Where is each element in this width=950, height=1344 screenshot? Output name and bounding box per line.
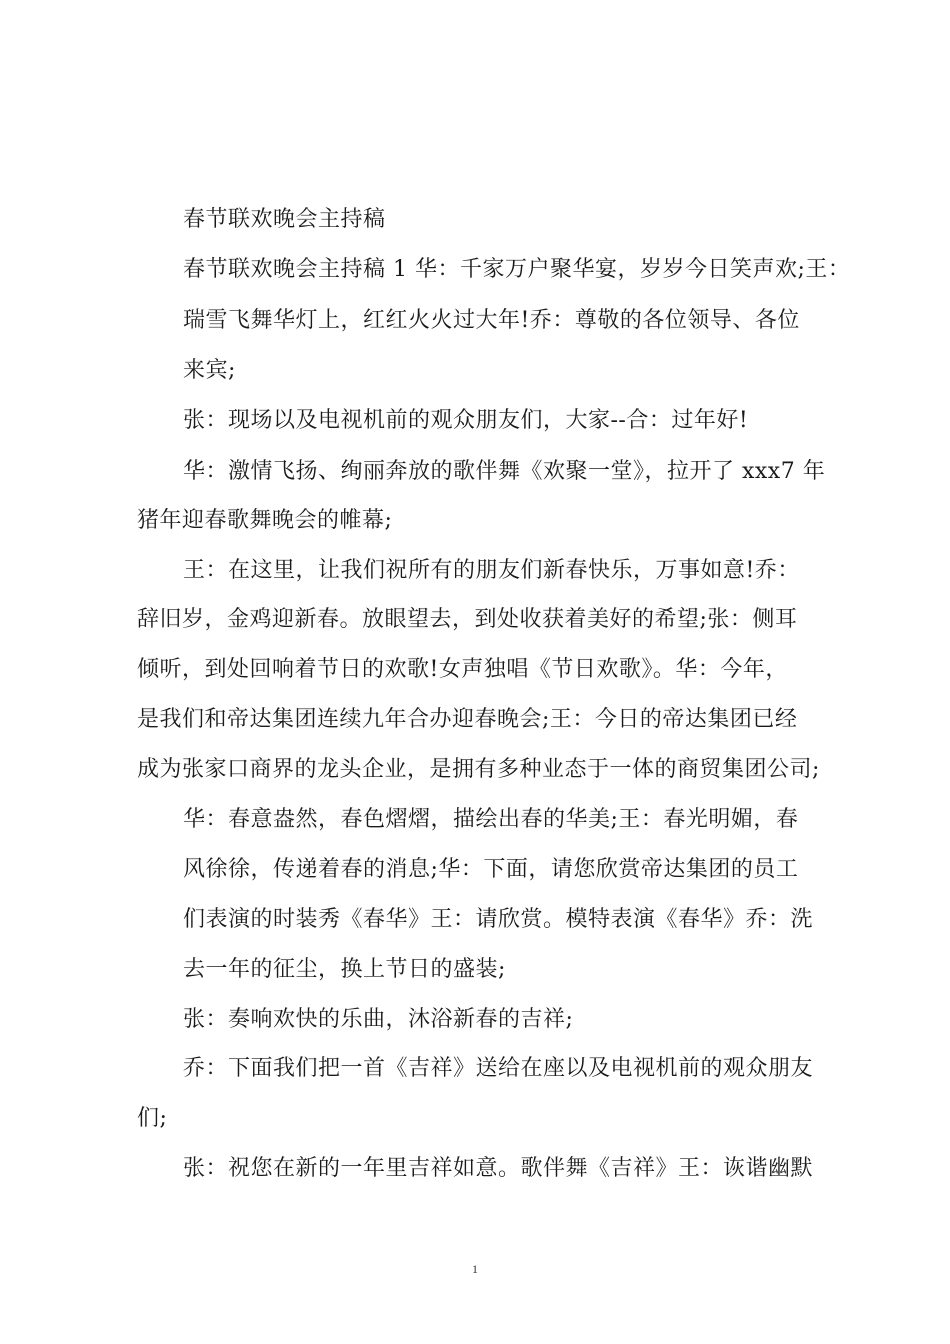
text-line: 瑞雪飞舞华灯上，红红火火过大年!乔：尊敬的各位领导、各位 bbox=[183, 308, 800, 333]
text-line: 张：祝您在新的一年里吉祥如意。歌伴舞《吉祥》王：诙谐幽默 bbox=[183, 1156, 814, 1181]
text-line: 春节联欢晚会主持稿 1 华：千家万户聚华宴，岁岁今日笑声欢;王： bbox=[183, 257, 851, 282]
text-line: 们; bbox=[137, 1106, 168, 1131]
text-line: 华：激情飞扬、绚丽奔放的歌伴舞《欢聚一堂》，拉开了 xxx7 年 bbox=[183, 459, 826, 484]
page-number: 1 bbox=[472, 1262, 478, 1276]
text-line: 张：现场以及电视机前的观众朋友们，大家--合：过年好! bbox=[183, 408, 749, 433]
text-line: 猪年迎春歌舞晚会的帷幕; bbox=[137, 508, 393, 533]
text-line: 乔：下面我们把一首《吉祥》送给在座以及电视机前的观众朋友 bbox=[183, 1056, 814, 1081]
text-line: 华：春意盎然，春色熠熠，描绘出春的华美;王：春光明媚，春 bbox=[183, 807, 799, 832]
text-line: 张：奏响欢快的乐曲，沐浴新春的吉祥; bbox=[183, 1007, 574, 1032]
text-line: 们表演的时装秀《春华》王：请欣赏。模特表演《春华》乔：洗 bbox=[183, 907, 814, 932]
document-title: 春节联欢晚会主持稿 bbox=[183, 207, 386, 232]
text-line: 王：在这里，让我们祝所有的朋友们新春快乐，万事如意!乔： bbox=[183, 558, 800, 583]
text-line: 倾听，到处回响着节日的欢歌!女声独唱《节日欢歌》。华：今年， bbox=[137, 657, 788, 682]
text-line: 去一年的征尘，换上节日的盛装; bbox=[183, 957, 506, 982]
text-line: 辞旧岁，金鸡迎新春。放眼望去，到处收获着美好的希望;张：侧耳 bbox=[137, 607, 798, 632]
text-line: 成为张家口商界的龙头企业，是拥有多种业态于一体的商贸集团公司; bbox=[137, 757, 820, 782]
text-line: 风徐徐，传递着春的消息;华：下面，请您欣赏帝达集团的员工 bbox=[183, 857, 799, 882]
text-line: 来宾; bbox=[183, 358, 236, 383]
text-line: 是我们和帝达集团连续九年合办迎春晚会;王：今日的帝达集团已经 bbox=[137, 707, 798, 732]
